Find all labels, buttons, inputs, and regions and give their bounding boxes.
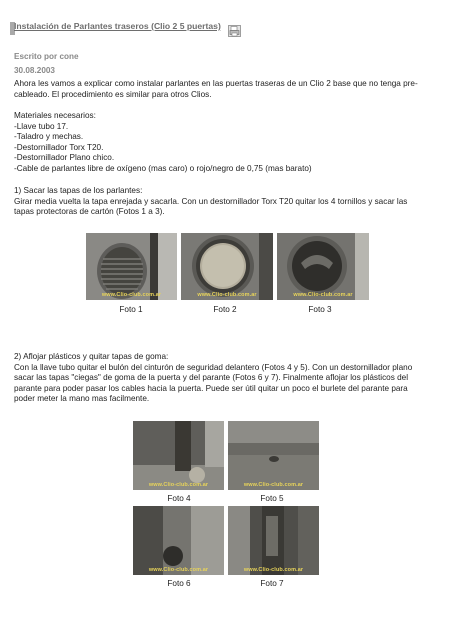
caption-foto-6: Foto 6: [167, 579, 191, 588]
step2-line: Con la llave tubo quitar el bulón del cinturón de seguridad delantero (Fotos 4 y 5). Con un destornillador plano: [14, 362, 413, 372]
photo-watermark: www.Clio-club.com.ar: [243, 567, 304, 573]
step2-paragraph: [14, 352, 438, 405]
step2-line: poder meter la mano mas facilmente.: [14, 394, 150, 404]
photo-watermark: www.Clio-club.com.ar: [148, 567, 209, 573]
photo-4: [133, 421, 224, 490]
step2-line: sacar las tapas "ciegas" de goma de la puerta y del parante (Fotos 6 y 7). Finalmente aflojar los plásticos del: [14, 373, 409, 383]
intro-paragraph: [14, 79, 438, 100]
photo-3: [277, 233, 369, 300]
photo-watermark: www.Clio-club.com.ar: [243, 482, 304, 488]
materials-item: -Taladro y mechas.: [14, 132, 84, 142]
materials-item: -Destornillador Plano chico.: [14, 153, 115, 163]
step2-line: parante para poder pasar los cables hacia la puerta. Puede ser útil quitar un poco el burlete del parante para: [14, 383, 408, 393]
materials-item: -Destornillador Torx T20.: [14, 142, 104, 152]
materials-list: [14, 111, 438, 175]
materials-item: -Cable de parlantes libre de oxígeno (mas caro) o rojo/negro de 0,75 (mas barato): [14, 163, 312, 173]
photo-2: [181, 233, 273, 300]
photo-watermark: www.Clio-club.com.ar: [197, 292, 257, 298]
photo-1: [86, 233, 177, 300]
intro-line: Ahora les vamos a explicar como instalar parlantes en las puertas traseras de un Clio 2 base que no tenga pre-: [14, 79, 418, 88]
step1-line: Girar media vuelta la tapa enrejada y sacarla. Con un destornillador Torx T20 quitar los 4 tornillos y sacar las: [14, 196, 408, 206]
photo-7: [228, 506, 319, 575]
author: Escrito por cone: [14, 52, 79, 61]
photo-row-1: [86, 233, 369, 300]
step1-heading: 1) Sacar las tapas de los parlantes:: [14, 186, 143, 195]
photo-watermark: www.Clio-club.com.ar: [101, 292, 162, 298]
step1-paragraph: [14, 186, 438, 218]
caption-foto-1: Foto 1: [119, 305, 143, 314]
photo-5: [228, 421, 319, 490]
publish-date: 30.08.2003: [14, 66, 55, 75]
caption-foto-2: Foto 2: [213, 305, 237, 314]
step2-heading: 2) Aflojar plásticos y quitar tapas de goma:: [14, 352, 169, 361]
photo-watermark: www.Clio-club.com.ar: [293, 292, 353, 298]
caption-foto-4: Foto 4: [167, 494, 191, 503]
photo-watermark: www.Clio-club.com.ar: [148, 482, 209, 488]
print-icon[interactable]: [228, 25, 241, 37]
photo-row-3: [133, 506, 319, 575]
photo-6: [133, 506, 224, 575]
title-row: [14, 21, 221, 31]
intro-line: cableado. El procedimiento es similar para otros Clios.: [14, 89, 212, 99]
caption-foto-5: Foto 5: [260, 494, 284, 503]
step1-line: tapas protectoras de cartón (Fotos 1 a 3).: [14, 207, 165, 217]
caption-foto-3: Foto 3: [308, 305, 332, 314]
materials-heading: Materiales necesarios:: [14, 111, 96, 120]
materials-item: -Llave tubo 17.: [14, 121, 69, 131]
article-title[interactable]: Instalación de Parlantes traseros (Clio 2 5 puertas): [14, 21, 221, 31]
photo-row-2: [133, 421, 319, 490]
caption-foto-7: Foto 7: [260, 579, 284, 588]
